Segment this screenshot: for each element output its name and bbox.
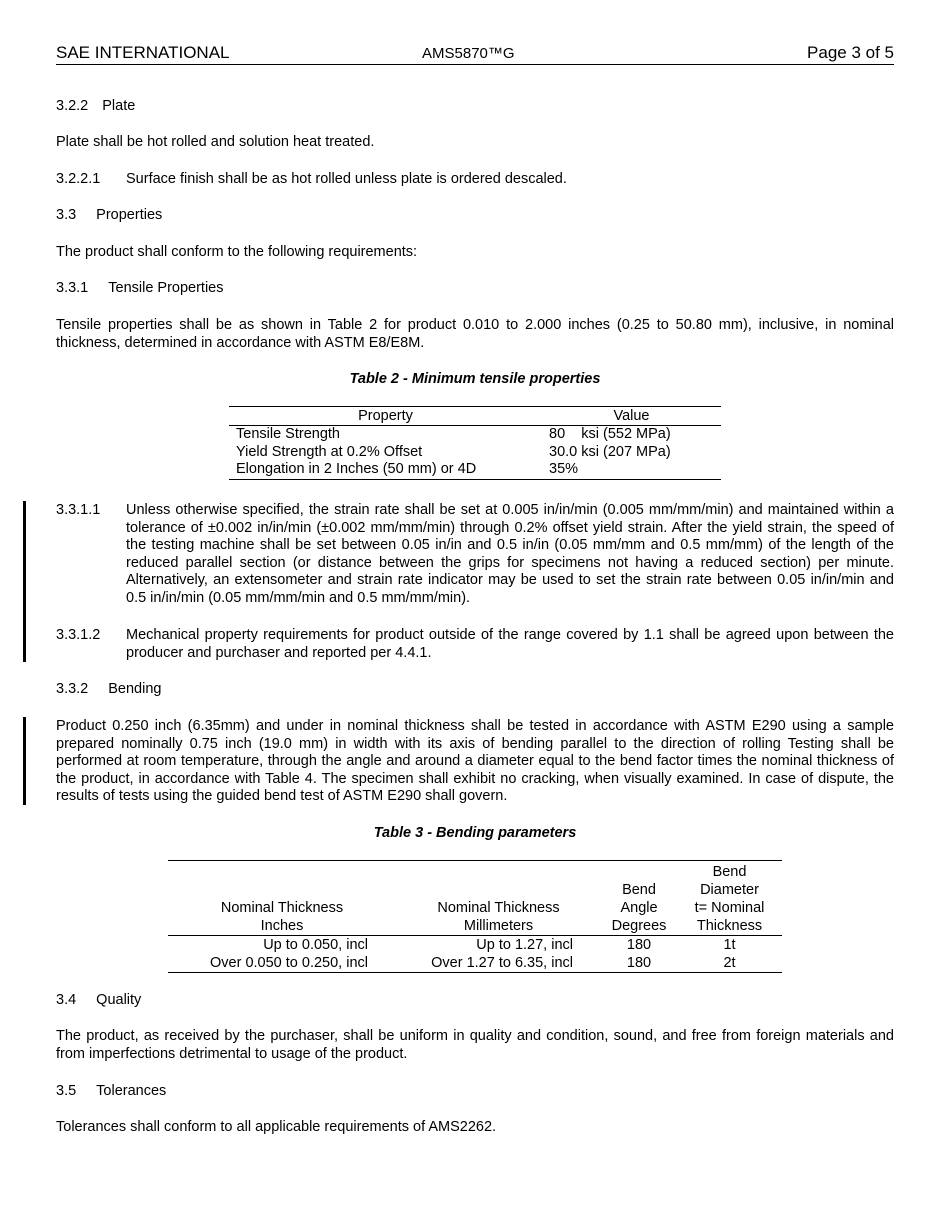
header-line: t= Nominal [694, 900, 765, 916]
section-3-5-heading [56, 1083, 894, 1101]
table-row [168, 954, 782, 973]
table-3-caption: Table 3 - Bending parameters [373, 825, 577, 841]
table-cell: Over 1.27 to 6.35, incl [396, 954, 601, 973]
section-3-3-1-2 [56, 627, 894, 662]
page-header [56, 44, 894, 65]
header-line: Millimeters [463, 918, 534, 934]
section-number: 3.2.2.1 [56, 171, 101, 187]
table-cell: 180 [626, 937, 652, 953]
table-cell: Elongation in 2 Inches (50 mm) or 4D [229, 461, 542, 479]
section-3-4-text: The product, as received by the purchaser, shall be uniform in quality and condition, sound, and free from foreign materials and from imperfections detrimental to usage of the product. [56, 1028, 894, 1062]
header-line: Bend [712, 864, 747, 880]
column-header: Property [229, 407, 542, 426]
header-org: SAE INTERNATIONAL [56, 43, 230, 62]
header-doc-id: AMS5870™G [422, 45, 515, 62]
section-text: Mechanical property requirements for product outside of the range covered by 1.1 shall be agreed upon between the producer and purchaser and reported per 4.4.1. [126, 627, 894, 661]
section-3-3-text: The product shall conform to the following requirements: [56, 244, 418, 260]
section-3-5-text: Tolerances shall conform to all applicable requirements of AMS2262. [56, 1119, 497, 1135]
section-3-2-2-1 [56, 171, 894, 189]
column-header [168, 861, 396, 936]
table-cell: 2t [677, 954, 782, 973]
header-line: Nominal Thickness [220, 900, 344, 916]
section-text: Surface finish shall be as hot rolled unless plate is ordered descaled. [126, 171, 567, 187]
revision-change-bar [23, 717, 26, 805]
table-3-bending-parameters [168, 860, 782, 973]
header-line: Bend [622, 882, 656, 898]
table-2-tensile-properties [229, 406, 721, 480]
table-cell: 1t [723, 937, 736, 953]
section-title: Quality [96, 992, 142, 1008]
table-cell: Tensile Strength [236, 426, 340, 442]
column-header: Value [542, 407, 721, 426]
section-3-2-2-text: Plate shall be hot rolled and solution heat treated. [56, 134, 375, 150]
section-title: Tolerances [96, 1083, 167, 1099]
header-line: Nominal Thickness [437, 900, 560, 916]
table-cell: 80 ksi (552 MPa) [549, 426, 671, 442]
section-text: Unless otherwise specified, the strain rate shall be set at 0.005 in/in/min (0.005 mm/mm/min) and maintained within a tolerance of ±0.002 in/in/min (±0.002 mm/mm/min) through 0.2% offset yield strain. After the yield strain, the speed of the testing machine shall be set between 0.05 in/in and 0.5 in/in (0.05 mm/mm and 0.5 mm/mm) of the length of the reduced parallel section (or distance between the grips for specimens not having a reduced section) per minute. Alternatively, an extensometer and strain rate indicator may be used to set the strain rate between 0.05 in/in/min and 0.5 in/in/min (0.05 mm/mm/min and 0.5 mm/mm/min). [126, 502, 894, 606]
section-3-4-heading [56, 992, 894, 1010]
section-number: 3.3 [56, 207, 77, 223]
header-line: Angle [620, 900, 658, 916]
table-cell: Yield Strength at 0.2% Offset [236, 443, 423, 460]
section-3-3-1-text: Tensile properties shall be as shown in Table 2 for product 0.010 to 2.000 inches (0.25 to 50.80 mm), inclusive, in nominal thickness, determined in accordance with ASTM E8/E8M. [56, 317, 894, 351]
section-title: Bending [108, 681, 162, 697]
header-line: Diameter [700, 882, 759, 898]
table-cell: 35% [542, 461, 721, 479]
table-2-caption: Table 2 - Minimum tensile properties [349, 371, 601, 387]
header-line: Degrees [611, 918, 667, 934]
section-number: 3.3.1.2 [56, 627, 101, 643]
column-header [396, 861, 601, 936]
section-3-2-2-heading [56, 98, 894, 116]
table-header-row [168, 861, 782, 936]
revision-change-bar [23, 501, 26, 662]
section-3-3-2-text: Product 0.250 inch (6.35mm) and under in nominal thickness shall be tested in accordance with ASTM E290 using a sample prepared nominally 0.75 inch (19.0 mm) in width with its axis of bending parallel to the direction of rolling Testing shall be performed at room temperature, through the angle and around a diameter equal to the bend factor times the nominal thickness of the product, in accordance with Table 4. The specimen shall exhibit no cracking, when visually examined. In case of dispute, the results of tests using the guided bend test of ASTM E290 shall govern. [56, 718, 894, 804]
table-row [168, 936, 782, 955]
section-number: 3.4 [56, 992, 77, 1008]
section-3-3-heading [56, 207, 894, 225]
section-number: 3.3.1 [56, 280, 89, 296]
column-header [677, 861, 782, 936]
section-3-3-2-heading [56, 681, 894, 699]
section-3-3-1-heading [56, 280, 894, 298]
section-title: Tensile Properties [108, 280, 224, 296]
table-row [229, 461, 721, 479]
section-number: 3.3.1.1 [56, 502, 101, 518]
table-cell: Up to 1.27, incl [476, 937, 573, 953]
section-number: 3.3.2 [56, 681, 89, 697]
header-page-number: Page 3 of 5 [807, 43, 894, 62]
column-header [601, 861, 677, 936]
section-number: 3.2.2 [56, 98, 89, 114]
header-line: Inches [260, 918, 304, 934]
header-line: Thickness [696, 918, 763, 934]
table-header-row [229, 407, 721, 426]
table-cell: 30.0 ksi (207 MPa) [549, 443, 671, 460]
table-cell: 180 [601, 954, 677, 973]
table-cell: Up to 0.050, incl [263, 937, 368, 953]
table-row [229, 426, 721, 444]
section-number: 3.5 [56, 1083, 77, 1099]
table-row [229, 444, 721, 462]
section-title: Plate [102, 98, 136, 114]
section-title: Properties [96, 207, 163, 223]
section-3-3-1-1 [56, 502, 894, 607]
table-cell: Over 0.050 to 0.250, incl [168, 954, 396, 973]
